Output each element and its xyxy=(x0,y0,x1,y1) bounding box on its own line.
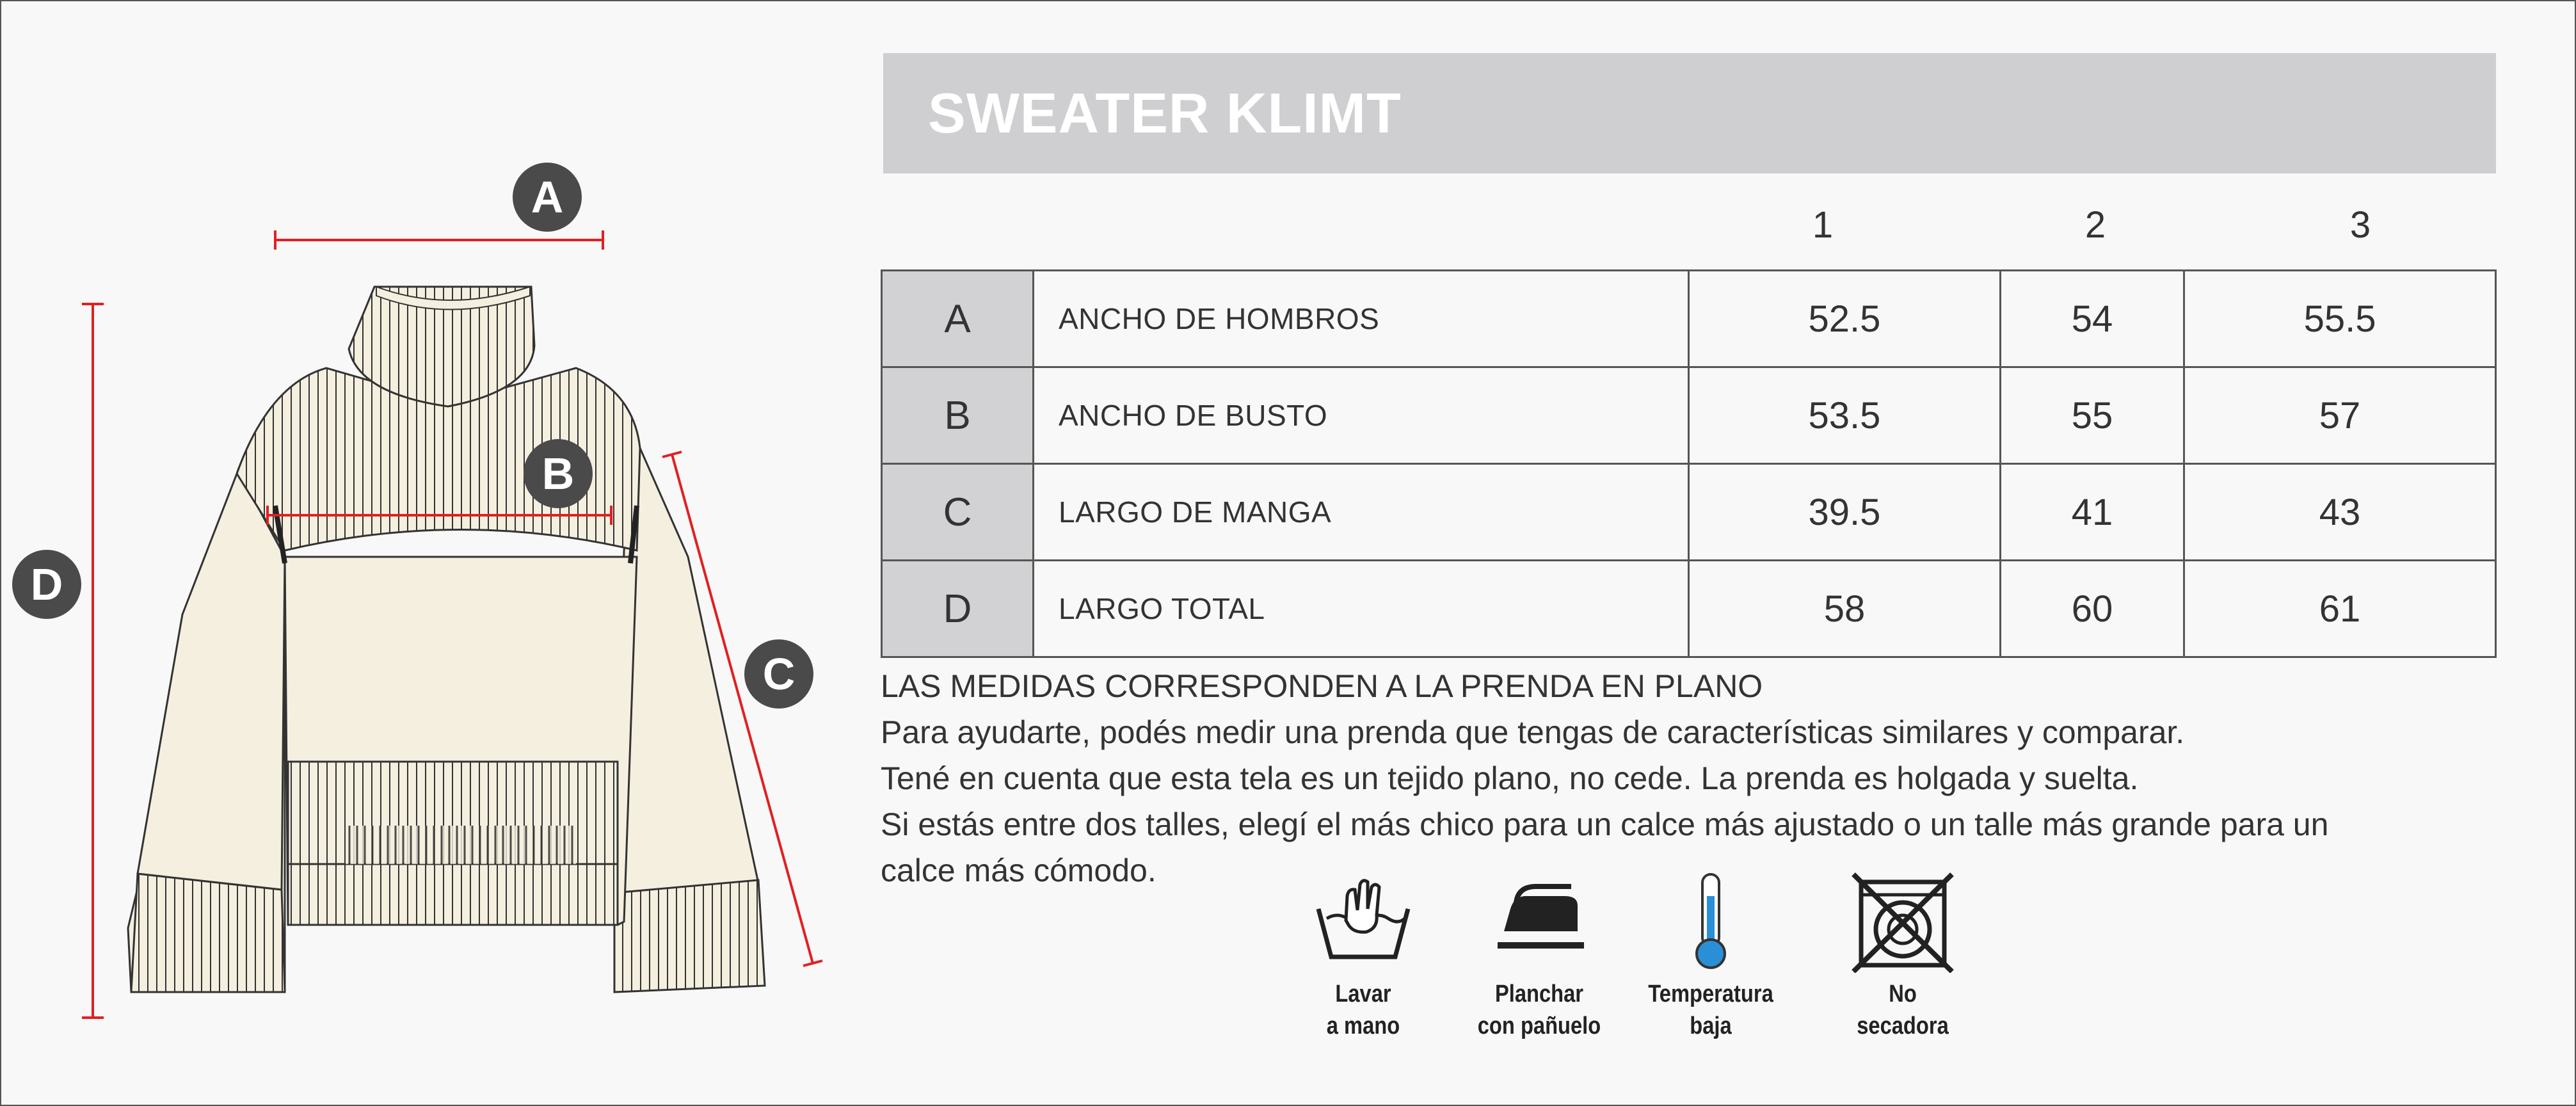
cell-value: 55.5 xyxy=(2184,271,2496,367)
size-header-1: 1 xyxy=(1812,204,1834,246)
note-line: calce más cómodo. xyxy=(881,853,1156,888)
row-name: LARGO DE MANGA xyxy=(1034,464,1689,561)
care-hand-wash xyxy=(1280,870,1446,1042)
size-table xyxy=(881,269,2497,658)
care-label: Planchar con pañuelo xyxy=(1477,981,1601,1039)
cell-value: 41 xyxy=(2000,464,2184,561)
title-bar xyxy=(883,53,2496,173)
cell-value: 57 xyxy=(2184,367,2496,464)
table-row xyxy=(882,561,2496,657)
measurement-notes xyxy=(881,663,2506,894)
table-row xyxy=(882,367,2496,464)
no-dryer-icon xyxy=(1848,870,1957,973)
row-letter: B xyxy=(882,367,1034,464)
note-line: Si estás entre dos talles, elegí el más chico para un calce más ajustado o un talle más grande para un xyxy=(881,806,2329,842)
svg-text:B: B xyxy=(541,449,575,499)
row-name: ANCHO DE BUSTO xyxy=(1034,367,1689,464)
row-letter: A xyxy=(882,271,1034,367)
note-line: LAS MEDIDAS CORRESPONDEN A LA PRENDA EN PLANO xyxy=(881,668,1763,704)
care-temperature xyxy=(1628,870,1794,1042)
right-cuff xyxy=(614,880,765,992)
svg-text:C: C xyxy=(762,649,796,699)
note-line: Tené en cuenta que esta tela es un tejido plano, no cede. La prenda es holgada y suelta. xyxy=(881,760,2139,796)
table-row xyxy=(882,271,2496,367)
cell-value: 52.5 xyxy=(1689,271,2001,367)
cell-value: 43 xyxy=(2184,464,2496,561)
row-name: ANCHO DE HOMBROS xyxy=(1034,271,1689,367)
cell-value: 54 xyxy=(2000,271,2184,367)
cell-value: 39.5 xyxy=(1689,464,2001,561)
badge-c xyxy=(744,639,813,709)
cell-value: 61 xyxy=(2184,561,2496,657)
care-label: Temperatura baja xyxy=(1648,981,1773,1039)
measure-line-d xyxy=(82,304,104,1018)
cell-value: 58 xyxy=(1689,561,2001,657)
row-letter: C xyxy=(882,464,1034,561)
product-title: SWEATER KLIMT xyxy=(928,81,1402,145)
care-label: No secadora xyxy=(1857,981,1949,1039)
care-no-dryer xyxy=(1820,870,1986,1042)
measure-line-a xyxy=(275,230,603,250)
badge-a xyxy=(513,163,582,232)
badge-d xyxy=(12,550,81,619)
note-line: Para ayudarte, podés medir una prenda que tengas de características similares y comparar. xyxy=(881,714,2185,750)
left-cuff xyxy=(131,874,285,992)
cell-value: 53.5 xyxy=(1689,367,2001,464)
cell-value: 60 xyxy=(2000,561,2184,657)
sweater-diagram xyxy=(0,0,870,1106)
size-header-2: 2 xyxy=(2084,204,2106,246)
row-letter: D xyxy=(882,561,1034,657)
thermometer-icon xyxy=(1656,870,1765,973)
svg-text:A: A xyxy=(531,172,564,222)
svg-text:D: D xyxy=(30,559,63,609)
size-header-3: 3 xyxy=(2349,204,2371,246)
care-label: Lavar a mano xyxy=(1326,981,1400,1039)
badge-b xyxy=(524,439,593,508)
care-iron xyxy=(1456,870,1622,1042)
iron-icon xyxy=(1485,870,1594,973)
table-row xyxy=(882,464,2496,561)
cell-value: 55 xyxy=(2000,367,2184,464)
row-name: LARGO TOTAL xyxy=(1034,561,1689,657)
hand-wash-icon xyxy=(1309,870,1418,973)
